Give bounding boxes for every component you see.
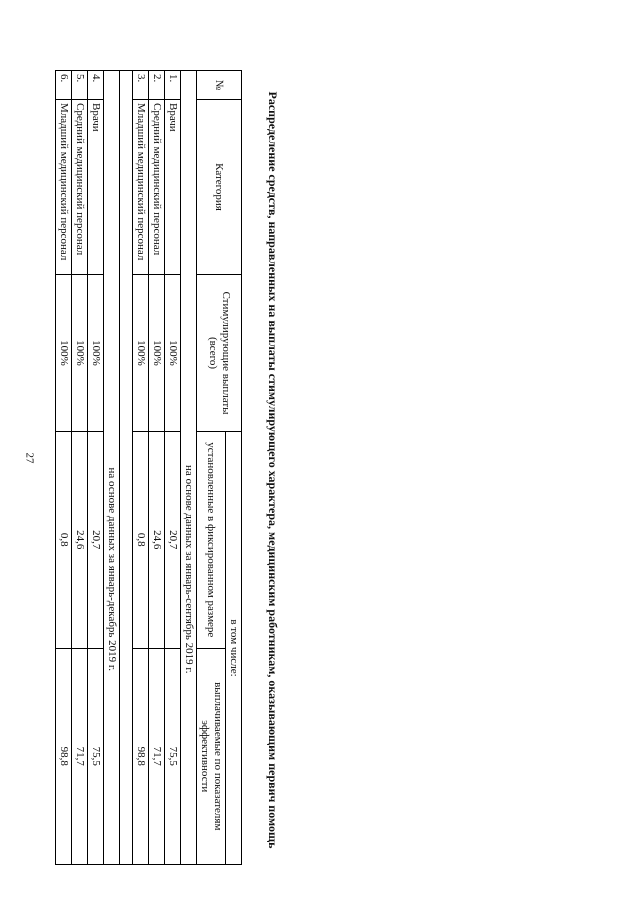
row-category: Врачи [165, 100, 181, 275]
table-row [133, 71, 149, 865]
row-fixed: 0,8 [56, 432, 72, 649]
row-category: Младший медицинский персонал [56, 100, 72, 275]
header-num: № [197, 71, 242, 100]
row-total: 100% [56, 275, 72, 432]
row-category: Средний медицинский персонал [72, 100, 88, 275]
row-num: 2. [149, 71, 165, 100]
row-efficiency: 75,5 [88, 648, 104, 865]
row-num: 5. [72, 71, 88, 100]
row-num: 6. [56, 71, 72, 100]
row-category: Младший медицинский персонал [133, 100, 149, 275]
table-row [72, 71, 88, 865]
header-including: в том числе: [226, 432, 242, 865]
table-row [165, 71, 181, 865]
row-total: 100% [72, 275, 88, 432]
row-efficiency: 71,7 [149, 648, 165, 865]
row-total: 100% [165, 275, 181, 432]
header-efficiency: выплачиваемые по показателям эффективности [197, 648, 226, 865]
table-row [56, 71, 72, 865]
row-fixed: 0,8 [133, 432, 149, 649]
header-category: Категория [197, 100, 242, 275]
table-row [88, 71, 104, 865]
row-fixed: 20,7 [165, 432, 181, 649]
row-efficiency: 98,8 [133, 648, 149, 865]
row-efficiency: 71,7 [72, 648, 88, 865]
row-num: 1. [165, 71, 181, 100]
row-total: 100% [133, 275, 149, 432]
row-num: 3. [133, 71, 149, 100]
row-efficiency: 98,8 [56, 648, 72, 865]
page-number: 27 [23, 452, 36, 464]
row-total: 100% [88, 275, 104, 432]
row-fixed: 20,7 [88, 432, 104, 649]
row-efficiency: 75,5 [165, 648, 181, 865]
document-title: Распределение средств, направленных на выплаты стимулирующего характера, медицинским работникам, оказывающим первич помощь [266, 91, 280, 849]
header-fixed: установленные в фиксированном размере [197, 432, 226, 649]
distribution-table [55, 70, 242, 865]
row-fixed: 24,6 [149, 432, 165, 649]
row-total: 100% [149, 275, 165, 432]
section-label-1: на основе данных за январь-сентябрь 2019 г. [181, 275, 197, 865]
section-label-2: на основе данных за январь-декабрь 2019 г. [104, 275, 120, 865]
row-num: 4. [88, 71, 104, 100]
row-category: Врачи [88, 100, 104, 275]
document-sheet [50, 70, 280, 870]
row-category: Средний медицинский персонал [149, 100, 165, 275]
row-fixed: 24,6 [72, 432, 88, 649]
header-total: Стимулирующие выплаты (всего) [197, 275, 242, 432]
table-row [149, 71, 165, 865]
